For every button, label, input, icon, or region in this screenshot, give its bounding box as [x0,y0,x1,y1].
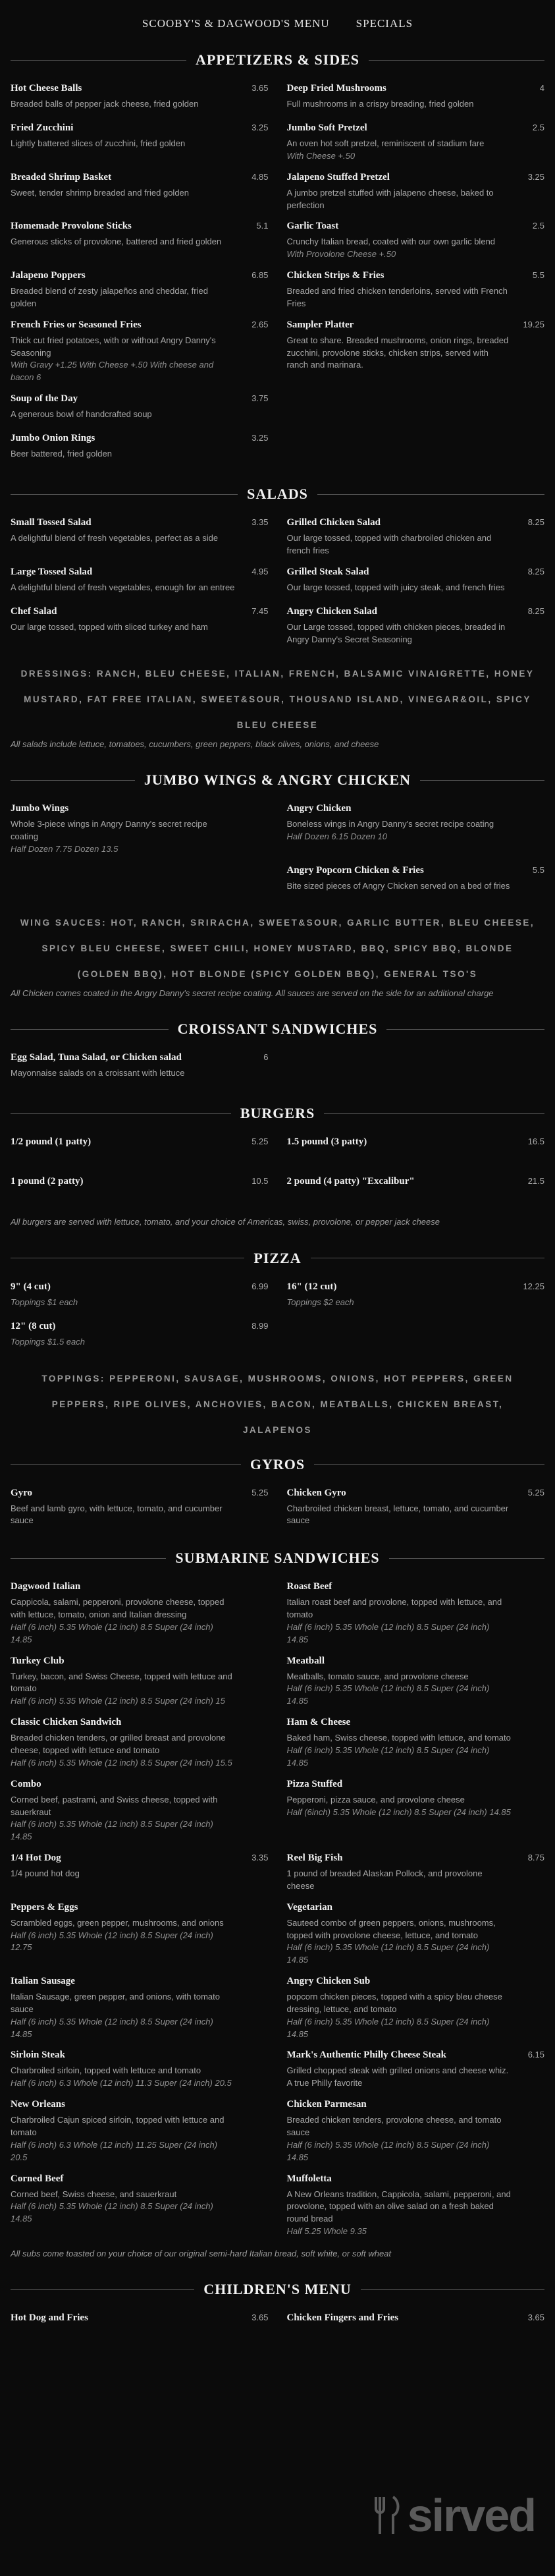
item-price: 2.5 [532,123,544,132]
menu-item [287,1488,545,1528]
menu-item [11,1779,269,1843]
item-name: Dagwood Italian [11,1581,81,1592]
item-description: Baked ham, Swiss cheese, topped with lettuce, and tomato [286,1733,511,1743]
item-name: 12" (8 cut) [11,1320,56,1331]
item-price: 8.75 [527,1853,544,1863]
item-description: Our large tossed, topped with charbroiled chicken and french fries [286,533,492,555]
section-note: All Chicken comes coated in the Angry Danny's secret recipe coating. All sauces are served on the side for an additional charge [11,988,494,998]
menu-item [11,865,269,895]
menu-item [287,1656,545,1708]
options-list: TOPPINGS: PEPPERONI, SAUSAGE, MUSHROOMS, ONIONS, HOT PEPPERS, GREEN PEPPERS, RIPE OLIVES, ANCHOVIES, BACON, MEATBALLS, CHICKEN BREAST, JALAPENOS [41,1373,514,1435]
item-price: 5.25 [251,1487,269,1498]
item-price: 16.5 [527,1136,544,1147]
item-price: 3.25 [527,171,544,182]
menu-item [287,1717,545,1770]
item-options: Half (6 inch) 5.35 Whole (12 inch) 8.5 Super (24 inch) 14.85 [11,2016,213,2039]
item-price: 4.85 [251,171,269,182]
item-options: With Gravy +1.25 With Cheese +.50 With cheese and bacon 6 [11,360,214,383]
item-grid [11,83,544,472]
section-header [11,1550,544,1567]
item-options: Half Dozen 7.75 Dozen 13.5 [11,843,119,854]
item-description: 1/4 pound hot dog [11,1868,80,1879]
item-name: Chef Salad [11,605,57,617]
item-price: 8.25 [527,605,544,616]
item-price: 2.5 [532,221,544,231]
section-header [11,1021,544,1038]
item-name: Hot Dog and Fries [11,2312,88,2324]
item-name: Angry Chicken Sub [286,1976,371,1987]
item-name: Combo [11,1778,41,1789]
section-title: SALADS [247,486,308,503]
divider [11,494,238,495]
section-title: GYROS [250,1455,305,1472]
item-description: An oven hot soft pretzel, reminiscent of stadium fare [286,138,485,148]
menu-item [287,1976,545,2040]
item-price: 2.65 [251,319,269,329]
item-name: Mark's Authentic Philly Cheese Steak [286,2050,446,2061]
menu-item [11,1488,269,1528]
item-name: Hot Cheese Balls [11,83,82,94]
item-name: Corned Beef [11,2173,64,2184]
item-options: Half (6 inch) 5.35 Whole (12 inch) 8.5 Super (24 inch) 14.85 [286,2016,490,2039]
menu-item [11,433,269,463]
item-options: Half (6 inch) 5.35 Whole (12 inch) 8.5 Super (24 inch) 14.85 [286,1683,490,1706]
item-description: Charbroiled Cajun spiced sirloin, topped with lettuce and tomato [11,2115,225,2137]
menu-item [287,123,545,163]
item-name: Chicken Fingers and Fries [286,2312,399,2324]
item-price: 6.99 [251,1281,269,1291]
menu-item [287,320,545,384]
menu-section [0,2281,555,2361]
options-list: WING SAUCES: HOT, RANCH, SRIRACHA, SWEET&SOUR, GARLIC BUTTER, BLEU CHEESE, SPICY BLEU CHEESE, SWEET CHILI, HONEY MUSTARD, BBQ, SPICY BBQ, BLONDE (GOLDEN BBQ), HOT BLONDE (SPICY GOLDEN BBQ), GENERAL TSO'S [20,917,535,979]
item-description: Our large tossed, topped with sliced turkey and ham [11,621,208,632]
menu-item [11,320,269,384]
spacer [11,1092,544,1101]
item-name: Angry Chicken Salad [286,605,378,617]
item-name: Muffoletta [286,2173,332,2184]
item-name: French Fries or Seasoned Fries [11,319,142,330]
item-description: Our large tossed, topped with juicy steak, and french fries [286,582,505,592]
menu-item [11,803,269,856]
item-description: A generous bowl of handcrafted soup [11,409,152,420]
menu-section [0,1550,555,2277]
divider [420,780,544,781]
menu-item [287,1136,545,1167]
item-price: 6 [263,1052,269,1063]
item-price: 5.25 [251,1136,269,1147]
item-grid [11,1581,544,2247]
divider [324,1113,544,1114]
item-name: Fried Zucchini [11,123,74,133]
menu-content [0,51,555,2361]
section-header [11,771,544,789]
item-price: 8.25 [527,517,544,528]
item-price: 4.95 [251,566,269,576]
item-description: Grilled chopped steak with grilled onions and cheese whiz. A true Philly favorite [286,2065,509,2088]
item-description: Breaded chicken tenders, or grilled breast and provolone cheese, topped with lettuce and tomato [11,1733,226,1755]
item-name: Meatball [286,1655,325,1666]
menu-item [11,1581,269,1646]
spacer [11,1536,544,1546]
menu-item [11,83,269,113]
item-description: Lightly battered slices of zucchini, fried golden [11,138,186,148]
item-name: Chicken Parmesan [286,2099,367,2110]
item-price: 3.65 [251,83,269,93]
top-nav [0,0,555,47]
item-description: Italian roast beef and provolone, topped with lettuce, and tomato [286,1597,502,1620]
item-options: Half (6 inch) 5.35 Whole (12 inch) 8.5 Super (24 inch) 14.85 [286,1745,490,1768]
item-name: 9" (4 cut) [11,1281,51,1292]
item-options: Half (6 inch) 5.35 Whole (12 inch) 8.5 Super (24 inch) 14.85 [286,1621,490,1644]
item-description: Whole 3-piece wings in Angry Danny's secret recipe coating [11,819,207,841]
item-price: 5.1 [256,221,269,231]
divider [389,1558,544,1559]
item-description: Sauteed combo of green peppers, onions, mushrooms, topped with provolone cheese, lettuce, and tomato [286,1917,496,1940]
item-options: Half 5.25 Whole 9.35 [286,2226,367,2237]
menu-item [11,517,269,557]
menu-item [287,270,545,310]
item-price: 7.45 [251,605,269,616]
menu-item [11,1717,269,1770]
item-description: Breaded balls of pepper jack cheese, fried golden [11,99,199,109]
item-price: 12.25 [523,1281,544,1291]
item-name: 2 pound (4 patty) "Excalibur" [286,1176,415,1187]
item-name: 1/4 Hot Dog [11,1853,61,1864]
item-description: Charbroiled sirloin, topped with lettuce and tomato [11,2065,201,2076]
item-price: 8.25 [527,566,544,576]
section-title: PIZZA [253,1249,302,1266]
item-description: Thick cut fried potatoes, with or without Angry Danny's Seasoning [11,335,216,358]
item-name: 1/2 pound (1 patty) [11,1136,92,1148]
item-price: 3.65 [251,2312,269,2323]
item-description: popcorn chicken pieces, topped with a spicy bleu cheese dressing, lettuce, and tomato [286,1992,502,2014]
menu-item [11,2312,269,2343]
item-name: Peppers & Eggs [11,1901,78,1913]
item-description: Full mushrooms in a crispy breading, fried golden [286,99,474,109]
item-name: 16" (12 cut) [286,1281,337,1292]
item-options: Half Dozen 6.15 Dozen 10 [286,831,387,841]
nav-menu-link[interactable]: SCOOBY'S & DAGWOOD'S MENU [142,17,330,30]
section-note: All burgers are served with lettuce, tomato, and your choice of Americas, swiss, provolone, or pepper jack cheese [11,1217,440,1227]
section-note: All salads include lettuce, tomatoes, cucumbers, green peppers, black olives, onions, and cheese [11,739,379,749]
item-name: Classic Chicken Sandwich [11,1717,122,1728]
item-name: Soup of the Day [11,393,78,405]
item-description: Corned beef, Swiss cheese, and sauerkraut [11,2189,177,2199]
menu-item [11,2050,269,2090]
item-name: Angry Popcorn Chicken & Fries [286,864,424,876]
divider [386,1029,544,1030]
item-name: Grilled Chicken Salad [286,517,381,528]
item-name: Breaded Shrimp Basket [11,171,112,182]
item-description: 1 pound of breaded Alaskan Pollock, and provolone cheese [286,1868,483,1891]
item-name: Sirloin Steak [11,2050,65,2061]
menu-item [11,1052,269,1082]
menu-item [287,606,545,646]
item-description: Bite sized pieces of Angry Chicken served on a bed of fries [286,880,510,891]
menu-item [287,1176,545,1206]
item-grid [11,803,544,905]
item-options: Toppings $1.5 each [11,1336,86,1347]
menu-item [11,1136,269,1167]
item-price: 5.5 [532,864,544,875]
item-description: A New Orleans tradition, Cappicola, salami, pepperoni, and provolone, topped with an olive salad on a fresh baked round bread [286,2189,511,2224]
menu-item [287,1281,545,1312]
divider [11,1558,166,1559]
item-description: Beer battered, fried golden [11,449,112,459]
menu-item [287,865,545,895]
sirved-watermark [371,2489,535,2542]
item-description: Generous sticks of provolone, battered and fried golden [11,237,222,247]
item-options: Half (6 inch) 5.35 Whole (12 inch) 8.5 Super (24 inch) 14.85 [11,2201,213,2224]
menu-item [287,1902,545,1967]
nav-specials-link[interactable]: SPECIALS [356,17,413,30]
fork-knife-icon [371,2496,401,2535]
sirved-logo: sirved [407,2490,535,2541]
item-name: Angry Chicken [286,803,352,814]
item-options: Half (6 inch) 5.35 Whole (12 inch) 8.5 Super (24 inch) 15 [11,1696,225,1706]
menu-item [287,1581,545,1646]
menu-item [287,567,545,597]
item-name: Jumbo Onion Rings [11,433,95,444]
divider [11,1029,169,1030]
item-price: 3.35 [251,1853,269,1863]
item-grid [11,1281,544,1360]
divider [317,494,544,495]
item-description: Corned beef, pastrami, and Swiss cheese, topped with sauerkraut [11,1794,218,1817]
divider [361,2289,544,2290]
item-description: A delightful blend of fresh vegetables, enough for an entree [11,582,235,592]
item-price: 3.35 [251,517,269,528]
section-header [11,51,544,69]
item-description: Charbroiled chicken breast, lettuce, tomato, and cucumber sauce [286,1503,509,1526]
item-description: A delightful blend of fresh vegetables, perfect as a side [11,533,219,544]
item-description: Breaded chicken tenders, provolone cheese, and tomato sauce [286,2115,502,2137]
item-description: Meatballs, tomato sauce, and provolone cheese [286,1671,469,1681]
menu-item [287,2050,545,2090]
item-name: 1 pound (2 patty) [11,1176,84,1187]
item-name: Deep Fried Mushrooms [286,83,386,94]
item-options: Half (6 inch) 5.35 Whole (12 inch) 8.5 Super (24 inch) 14.85 [11,1621,213,1644]
item-description: A jumbo pretzel stuffed with jalapeno cheese, baked to perfection [286,187,494,210]
item-name: Homemade Provolone Sticks [11,221,132,232]
menu-item [287,221,545,261]
item-name: Jalapeno Poppers [11,270,86,281]
menu-item [11,123,269,163]
item-grid [11,2312,544,2352]
item-price: 10.5 [251,1176,269,1187]
menu-item [287,393,545,424]
item-options: Half (6 inch) 5.35 Whole (12 inch) 8.5 Super (24 inch) 12.75 [11,1930,213,1953]
item-description: Great to share. Breaded mushrooms, onion rings, breaded zucchini, provolone sticks, chicken strips, served with ranch and marinara. [286,335,509,370]
divider [11,780,135,781]
item-price: 5.5 [532,270,544,281]
item-grid [11,1052,544,1092]
menu-item [11,172,269,212]
menu-item [11,1321,269,1351]
section-note: All subs come toasted on your choice of our original semi-hard Italian bread, soft white, or soft wheat [11,2248,392,2258]
menu-section [0,771,555,1017]
section-header [11,1456,544,1473]
menu-section [0,1021,555,1101]
item-name: Sampler Platter [286,319,354,330]
item-price: 4 [539,83,544,93]
divider [11,60,186,61]
item-options: Half (6inch) 5.35 Whole (12 inch) 8.5 Super (24 inch) 14.85 [286,1806,511,1817]
section-title: CHILDREN'S MENU [203,2281,352,2298]
menu-item [11,1176,269,1206]
item-description: Mayonnaise salads on a croissant with lettuce [11,1068,185,1078]
item-description: Boneless wings in Angry Danny's secret recipe coating [286,819,494,829]
item-name: Pizza Stuffed [286,1778,343,1789]
section-title: JUMBO WINGS & ANGRY CHICKEN [144,771,411,788]
menu-item [287,803,545,856]
item-options: Half (6 inch) 6.3 Whole (12 inch) 11.25 Super (24 inch) 20.5 [11,2139,218,2162]
section-title: APPETIZERS & SIDES [195,51,360,68]
item-options: Half (6 inch) 5.35 Whole (12 inch) 8.5 Super (24 inch) 14.85 [286,1942,490,1965]
item-options: With Provolone Cheese +.50 [286,249,396,260]
item-grid [11,1488,544,1537]
item-description: Breaded blend of zesty jalapeños and cheddar, fried golden [11,286,208,308]
item-name: 1.5 pound (3 patty) [286,1136,367,1148]
section-title: SUBMARINE SANDWICHES [175,1550,380,1567]
item-price: 19.25 [523,319,544,329]
item-price: 3.75 [251,393,269,404]
item-name: Italian Sausage [11,1976,75,1987]
item-description: Sweet, tender shrimp breaded and fried golden [11,187,190,198]
menu-item [11,393,269,424]
item-description: Pepperoni, pizza sauce, and provolone cheese [286,1794,465,1805]
divider [314,1464,544,1465]
menu-item [11,2173,269,2238]
item-description: Breaded and fried chicken tenderloins, served with French Fries [286,286,508,308]
item-name: Reel Big Fish [286,1853,343,1864]
item-name: Small Tossed Salad [11,517,92,528]
item-description: Turkey, bacon, and Swiss Cheese, topped with lettuce and tomato [11,1671,232,1694]
menu-item [11,606,269,646]
spacer [11,1443,544,1452]
item-options: With Cheese +.50 [286,150,356,161]
item-price: 6.15 [527,2050,544,2060]
options-list: DRESSINGS: RANCH, BLEU CHEESE, ITALIAN, FRENCH, BALSAMIC VINAIGRETTE, HONEY MUSTARD, FAT FREE ITALIAN, SWEET&SOUR, THOUSAND ISLAND, VINEGAR&OIL, SPICY BLEU CHEESE [20,668,535,730]
item-price: 21.5 [527,1176,544,1187]
item-name: Gyro [11,1487,33,1498]
menu-item [11,567,269,597]
item-price: 6.85 [251,270,269,281]
item-name: Grilled Steak Salad [286,566,369,577]
section-header [11,2281,544,2298]
menu-section [0,51,555,482]
item-options: Half (6 inch) 5.35 Whole (12 inch) 8.5 Super (24 inch) 14.85 [286,2139,490,2162]
divider [369,60,544,61]
menu-section [0,1105,555,1246]
section-header [11,1250,544,1267]
menu-item [11,2099,269,2164]
item-name: Chicken Strips & Fries [286,270,384,281]
menu-section [0,486,555,768]
spacer [11,2352,544,2361]
item-name: Garlic Toast [286,221,339,232]
menu-item [287,172,545,212]
menu-item [287,2099,545,2164]
menu-item [287,1853,545,1893]
item-description: Italian Sausage, green pepper, and onions, with tomato sauce [11,1992,220,2014]
item-options: Toppings $1 each [11,1297,78,1307]
item-name: Egg Salad, Tuna Salad, or Chicken salad [11,1052,182,1063]
item-name: Jumbo Soft Pretzel [286,123,367,133]
item-options: Half (6 inch) 5.35 Whole (12 inch) 8.5 Super (24 inch) 14.85 [11,1819,213,1842]
menu-item [287,517,545,557]
menu-item [287,2312,545,2343]
item-name: Roast Beef [286,1581,332,1592]
menu-item [287,1779,545,1843]
item-name: Vegetarian [286,1901,332,1913]
item-description: Beef and lamb gyro, with lettuce, tomato, and cucumber sauce [11,1503,223,1526]
section-title: BURGERS [240,1105,315,1122]
divider [11,1113,231,1114]
item-price: 3.25 [251,123,269,132]
menu-item [11,1853,269,1893]
item-options: Toppings $2 each [286,1297,354,1307]
item-name: Turkey Club [11,1655,65,1666]
menu-section [0,1250,555,1452]
item-name: Jalapeno Stuffed Pretzel [286,171,390,182]
item-name: Ham & Cheese [286,1717,351,1728]
item-price: 5.25 [527,1487,544,1498]
item-price: 8.99 [251,1320,269,1331]
section-title: CROISSANT SANDWICHES [177,1021,378,1038]
item-grid [11,1136,544,1216]
divider [11,2289,194,2290]
menu-item [11,221,269,261]
section-header [11,1105,544,1122]
item-description: Crunchy Italian bread, coated with our own garlic blend [286,237,496,247]
item-price: 3.25 [251,433,269,443]
section-header [11,486,544,503]
menu-item [287,83,545,113]
menu-item [11,1902,269,1967]
item-name: New Orleans [11,2099,65,2110]
item-name: Large Tossed Salad [11,566,93,577]
menu-item [11,1976,269,2040]
item-options: Half (6 inch) 6.3 Whole (12 inch) 11.3 Super (24 inch) 20.5 [11,2078,232,2088]
menu-item [11,1281,269,1312]
item-name: Chicken Gyro [286,1487,346,1498]
menu-item [287,2173,545,2238]
item-price: 3.65 [527,2312,544,2323]
item-description: Scrambled eggs, green pepper, mushrooms, and onions [11,1917,224,1928]
item-name: Jumbo Wings [11,803,69,814]
spacer [11,472,544,482]
menu-item [11,1656,269,1708]
item-options: Half (6 inch) 5.35 Whole (12 inch) 8.5 Super (24 inch) 15.5 [11,1757,232,1768]
item-description: Cappicola, salami, pepperoni, provolone cheese, topped with lettuce, tomato, onion and Italian dressing [11,1597,225,1620]
menu-item [11,270,269,310]
divider [11,1464,241,1465]
item-description: Our Large tossed, topped with chicken pieces, breaded in Angry Danny's Secret Seasoning [286,621,506,644]
menu-section [0,1456,555,1546]
item-grid [11,517,544,655]
